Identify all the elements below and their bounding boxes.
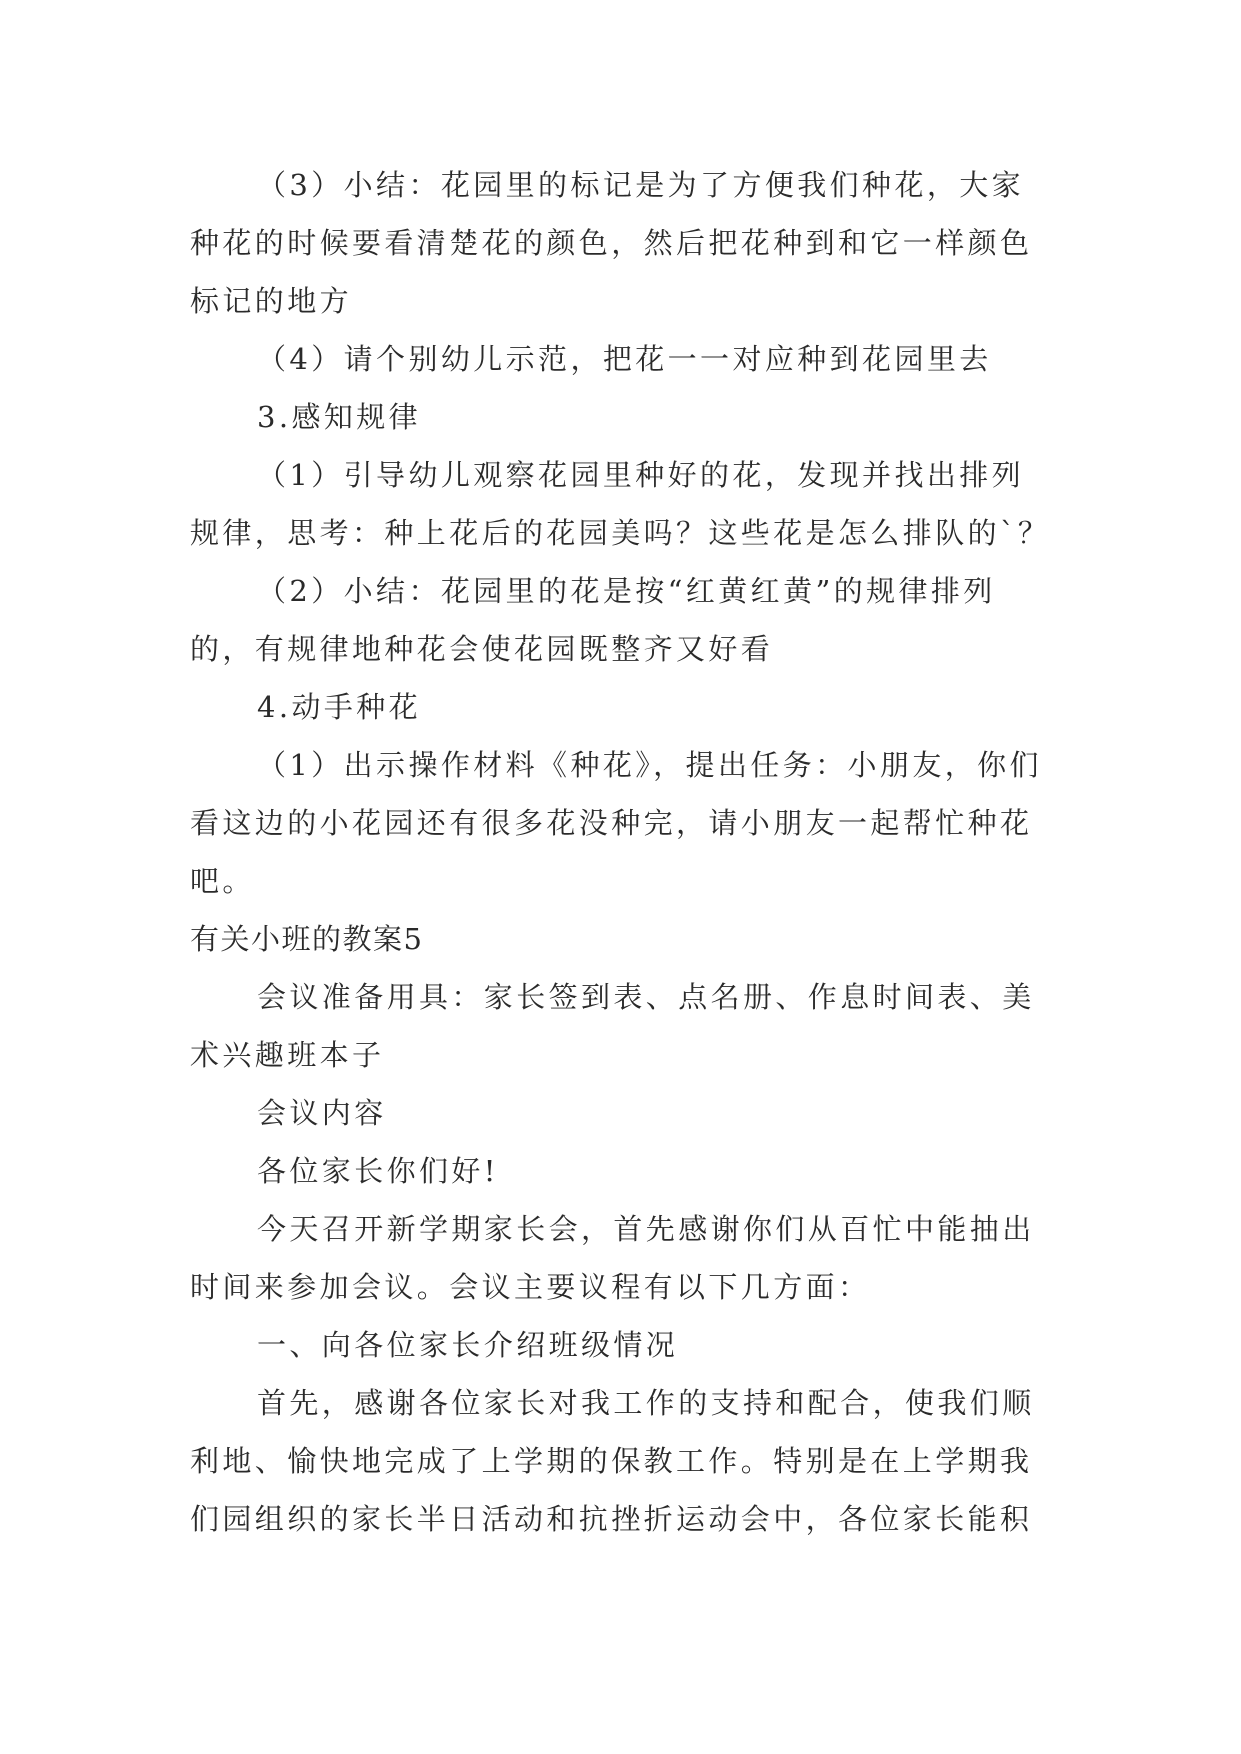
text-line: （4）请个别幼儿示范，把花一一对应种到花园里去: [257, 342, 992, 376]
section-heading: 会议内容: [257, 1096, 387, 1130]
text-line: 术兴趣班本子: [190, 1038, 385, 1072]
text-line: 的，有规律地种花会使花园既整齐又好看: [190, 632, 774, 666]
text-line: （1）引导幼儿观察花园里种好的花，发现并找出排列: [257, 458, 1025, 492]
text-line: 规律，思考：种上花后的花园美吗？这些花是怎么排队的`？: [190, 516, 1051, 550]
article-title: 有关小班的教案5: [190, 922, 424, 956]
text-line: （2）小结：花园里的花是按“红黄红黄”的规律排列: [257, 574, 996, 608]
section-heading: 3.感知规律: [257, 400, 422, 434]
text-line: 首先，感谢各位家长对我工作的支持和配合，使我们顺: [257, 1386, 1035, 1420]
text-line: 各位家长你们好!: [257, 1154, 499, 1188]
text-line: 利地、愉快地完成了上学期的保教工作。特别是在上学期我: [190, 1444, 1033, 1478]
text-line: 标记的地方: [190, 284, 353, 318]
text-line: 看这边的小花园还有很多花没种完，请小朋友一起帮忙种花: [190, 806, 1033, 840]
text-line: 吧。: [190, 864, 255, 898]
section-heading: 4.动手种花: [257, 690, 422, 724]
text-line: （1）出示操作材料《种花》，提出任务：小朋友，你们: [257, 748, 1042, 782]
text-line: 今天召开新学期家长会，首先感谢你们从百忙中能抽出: [257, 1212, 1035, 1246]
text-line: 时间来参加会议。会议主要议程有以下几方面：: [190, 1270, 871, 1304]
text-line: （3）小结：花园里的标记是为了方便我们种花，大家: [257, 168, 1025, 202]
text-line: 会议准备用具：家长签到表、点名册、作息时间表、美: [257, 980, 1035, 1014]
text-line: 们园组织的家长半日活动和抗挫折运动会中，各位家长能积: [190, 1502, 1033, 1536]
text-line: 种花的时候要看清楚花的颜色，然后把花种到和它一样颜色: [190, 226, 1033, 260]
section-heading: 一、向各位家长介绍班级情况: [257, 1328, 679, 1362]
